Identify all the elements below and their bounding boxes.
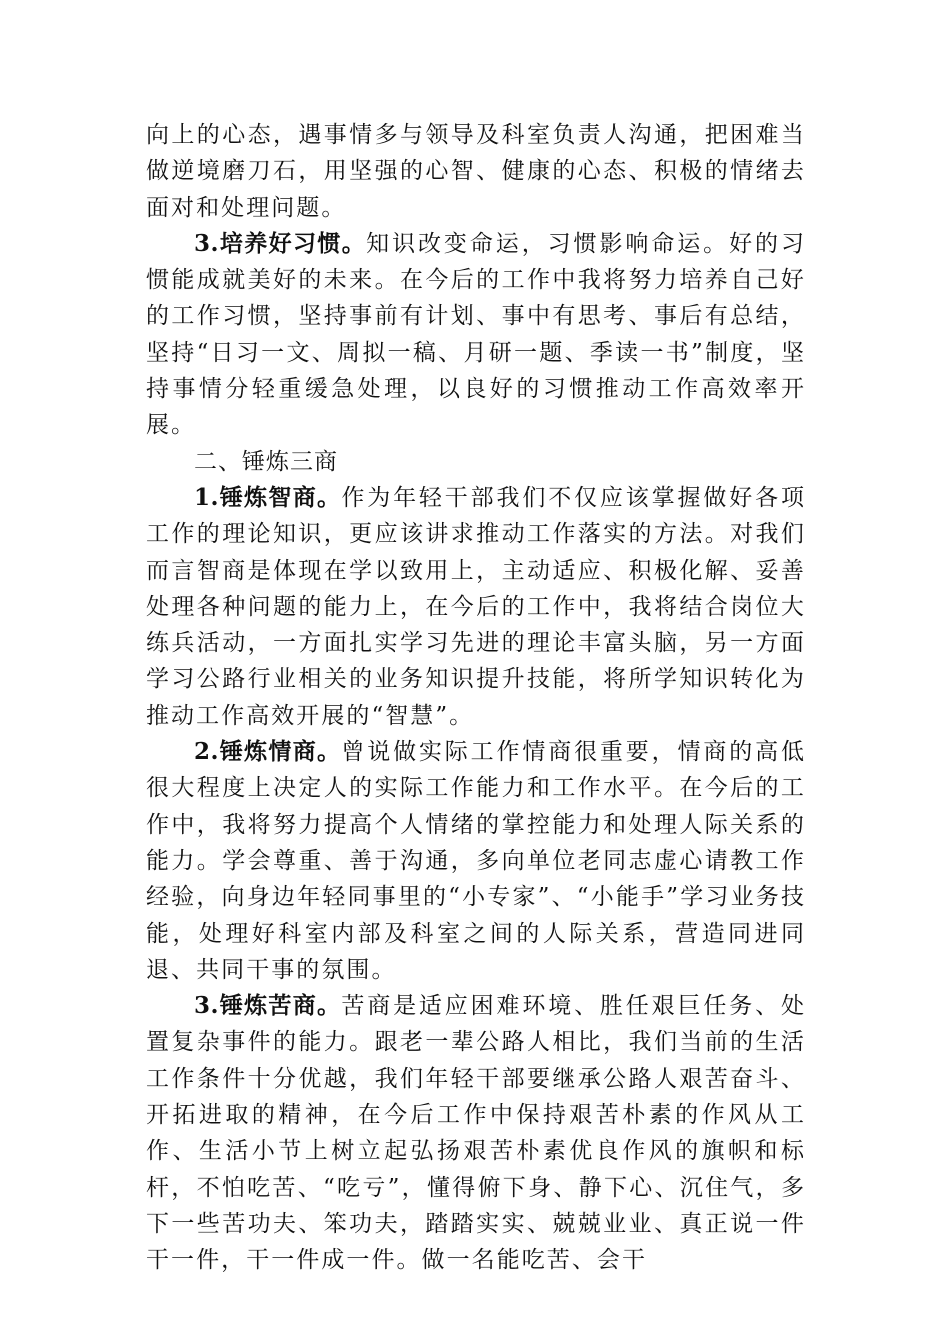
paragraph-heading: 1.锤炼智商。 — [194, 483, 342, 511]
paragraph-continuation — [146, 117, 806, 226]
paragraph-heading: 3.培养好习惯。 — [194, 229, 367, 257]
paragraph-text: 苦商是适应困难环境、胜任艰巨任务、处置复杂事件的能力。跟老一辈公路人相比，我们当前的生活工作条件十分优越，我们年轻干部要继承公路人艰苦奋斗、开拓进取的精神，在今后工作中保持艰苦朴素的作风从工作、生活小节上树立起弘扬艰苦朴素优良作风的旗帜和标杆，不怕吃苦、“吃亏”，懂得俯下身、静下心、沉住气，多下一些苦功夫、笨功夫，踏踏实实、兢兢业业、真正说一件干一件，干一件成一件。做一名能吃苦、会干 — [146, 993, 806, 1274]
paragraph-text: 作为年轻干部我们不仅应该掌握做好各项工作的理论知识，更应该讲求推动工作落实的方法。对我们而言智商是体现在学以致用上，主动适应、积极化解、妥善处理各种问题的能力上，在今后的工作中，我将结合岗位大练兵活动，一方面扎实学习先进的理论丰富头脑，另一方面学习公路行业相关的业务知识提升技能，将所学知识转化为推动工作高效开展的“智慧”。 — [146, 484, 806, 729]
section-title: 二、锤炼三商 — [194, 448, 338, 475]
paragraph-habit — [146, 226, 806, 444]
paragraph-heading: 3.锤炼苦商。 — [194, 992, 342, 1020]
paragraph-text: 向上的心态，遇事情多与领导及科室负责人沟通，把困难当做逆境磨刀石，用坚强的心智、健康的心态、积极的情绪去面对和处理问题。 — [146, 122, 806, 221]
paragraph-text: 曾说做实际工作情商很重要，情商的高低很大程度上决定人的实际工作能力和工作水平。在今后的工作中，我将努力提高个人情绪的掌控能力和处理人际关系的能力。学会尊重、善于沟通，多向单位老同志虚心请教工作经验，向身边年轻同事里的“小专家”、“小能手”学习业务技能，处理好科室内部及科室之间的人际关系，营造同进同退、共同干事的氛围。 — [146, 739, 806, 983]
paragraph-heading: 2.锤炼情商。 — [194, 738, 342, 766]
document-body — [146, 117, 806, 1279]
paragraph-aq — [146, 988, 806, 1278]
paragraph-text: 知识改变命运，习惯影响命运。好的习惯能成就美好的未来。在今后的工作中我将努力培养自己好的工作习惯，坚持事前有计划、事中有思考、事后有总结，坚持“日习一文、周拟一稿、月研一题、季读一书”制度，坚持事情分轻重缓急处理，以良好的习惯推动工作高效率开展。 — [146, 230, 806, 439]
paragraph-eq — [146, 734, 806, 988]
paragraph-iq — [146, 480, 806, 734]
